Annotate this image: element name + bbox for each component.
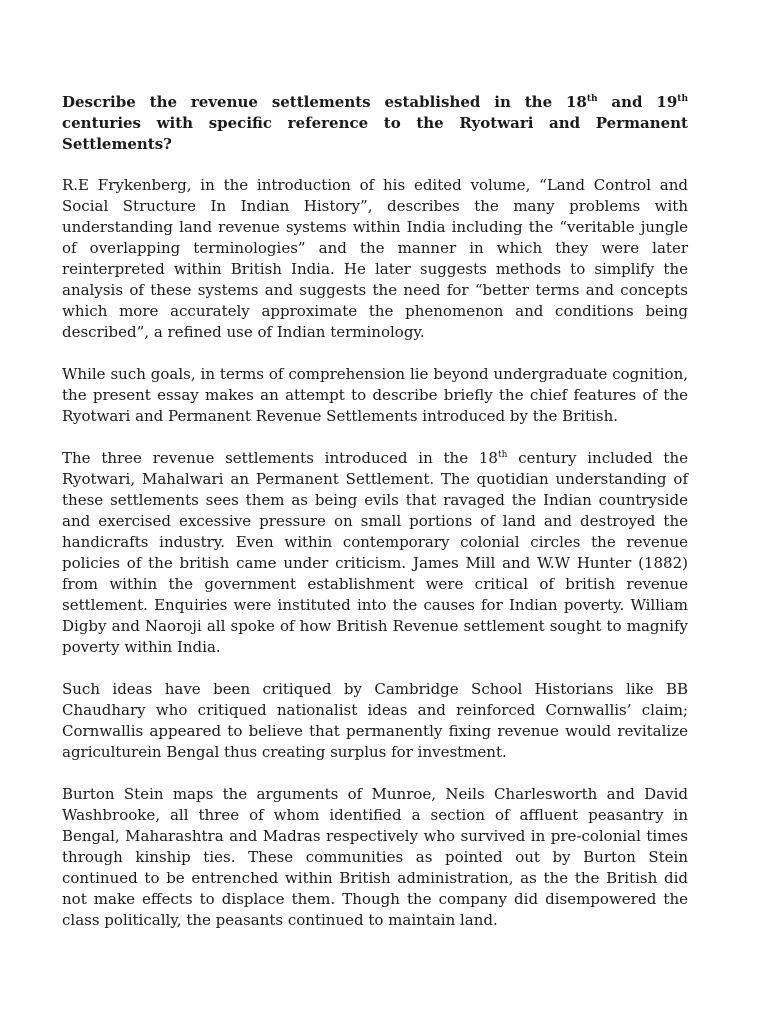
paragraph-three-superscript: th [497, 450, 508, 460]
heading-text-2: and 19 [597, 93, 678, 111]
paragraph-cambridge-school: Such ideas have been critiqued by Cambridge School Historians like BB Chaudhary who critiqued nationalist ideas and reinforced Cornwallis’ claim; Cornwallis appeared to believe that permanently fixing revenue would revitalize agriculturein Bengal thus creating surplus for investment. [62, 680, 688, 761]
paragraph-burton-stein: Burton Stein maps the arguments of Munroe, Neils Charlesworth and David Washbrooke, all three of whom identified a section of affluent peasantry in Bengal, Maharashtra and Madras respectively who survived in pre-colonial times through kinship ties. These communities as pointed out by Burton Stein continued to be entrenched within British administration, as the the British did not make effects to displace them. Though the company did disempowered the class politically, the peasants continued to maintain land. [62, 785, 688, 929]
paragraph-three-text-2: century included the Ryotwari, Mahalwari an Permanent Settlement. The quotidian understanding of these settlements sees them as being evils that ravaged the Indian countryside and exercised excessive pressure on small portions of land and destroyed the handicrafts industry. Even within contemporary colonial circles the revenue policies of the british came under criticism. James Mill and W.W Hunter (1882) from within the government establishment were critical of british revenue settlement. Enquiries were instituted into the causes for Indian poverty. William Digby and Naoroji all spoke of how British Revenue settlement sought to magnify poverty within India. [62, 449, 688, 656]
heading-text-3: centuries with specific reference to the Ryotwari and Permanent Settlements? [62, 114, 688, 153]
document-page [62, 92, 688, 952]
paragraph-frykenberg: R.E Frykenberg, in the introduction of his edited volume, “Land Control and Social Structure In Indian History”, describes the many problems with understanding land revenue systems within India including the “veritable jungle of overlapping terminologies” and the manner in which they were later reinterpreted within British India. He later suggests methods to simplify the analysis of these systems and suggests the need for “better terms and concepts which more accurately approximate the phenomenon and conditions being described”, a refined use of Indian terminology. [62, 176, 688, 341]
paragraph-essay-aim: While such goals, in terms of comprehension lie beyond undergraduate cognition, the present essay makes an attempt to describe briefly the chief features of the Ryotwari and Permanent Revenue Settlements introduced by the British. [62, 365, 688, 425]
heading-text-1: Describe the revenue settlements established in the 18 [62, 93, 587, 111]
essay-question-heading [62, 92, 688, 155]
heading-superscript-1: th [586, 94, 598, 104]
paragraph-three-settlements [62, 448, 688, 658]
paragraph-three-text-1: The three revenue settlements introduced in the 18 [62, 449, 498, 467]
heading-superscript-2: th [677, 94, 688, 104]
